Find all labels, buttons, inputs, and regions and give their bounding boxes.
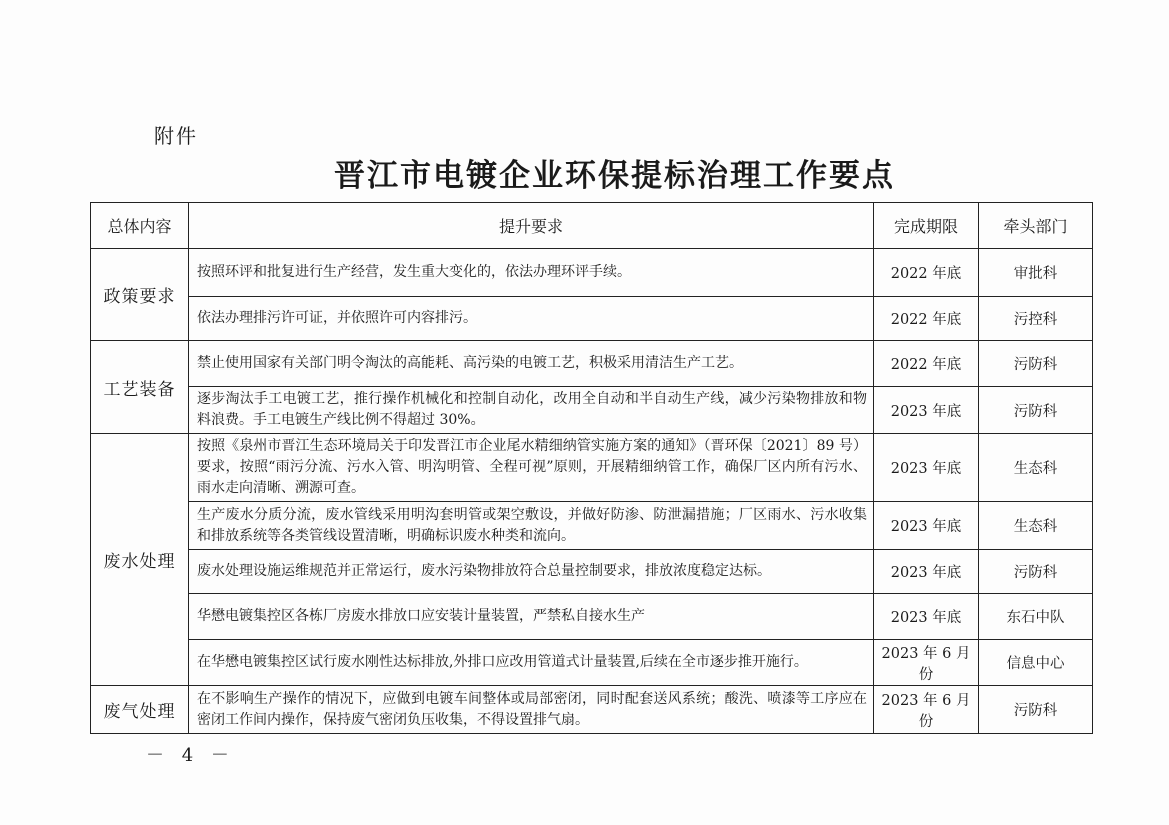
deadline-cell: 2023 年底 — [874, 594, 979, 640]
deadline-cell: 2023 年底 — [874, 387, 979, 434]
requirement-cell: 华懋电镀集控区各栋厂房废水排放口应安装计量装置，严禁私自接水生产 — [189, 594, 874, 640]
page-number: － 4 － — [146, 745, 235, 766]
table-header-row — [91, 203, 1093, 249]
requirement-cell: 在不影响生产操作的情况下，应做到电镀车间整体或局部密闭，同时配套送风系统；酸洗、喷漆等工序应在密闭工作间内操作，保持废气密闭负压收集，不得设置排气扇。 — [189, 686, 874, 734]
deadline-cell: 2023 年底 — [874, 550, 979, 594]
deadline-cell: 2022 年底 — [874, 297, 979, 341]
deadline-cell: 2022 年底 — [874, 249, 979, 297]
header-department: 牵头部门 — [979, 203, 1093, 249]
attachment-label: 附件 — [154, 124, 198, 148]
deadline-cell: 2023 年 6 月份 — [874, 640, 979, 686]
category-cell: 工艺装备 — [91, 341, 189, 434]
department-cell: 生态科 — [979, 434, 1093, 502]
table-row — [91, 387, 1093, 434]
table-row — [91, 249, 1093, 297]
table-row — [91, 297, 1093, 341]
requirement-cell: 废水处理设施运维规范并正常运行，废水污染物排放符合总量控制要求，排放浓度稳定达标。 — [189, 550, 874, 594]
document-title: 晋江市电镀企业环保提标治理工作要点 — [334, 158, 895, 194]
department-cell: 污防科 — [979, 387, 1093, 434]
table-row — [91, 686, 1093, 734]
deadline-cell: 2023 年底 — [874, 502, 979, 550]
requirement-cell: 在华懋电镀集控区试行废水刚性达标排放,外排口应改用管道式计量装置,后续在全市逐步推开施行。 — [189, 640, 874, 686]
header-requirement: 提升要求 — [189, 203, 874, 249]
deadline-cell: 2023 年 6 月份 — [874, 686, 979, 734]
department-cell: 污防科 — [979, 341, 1093, 387]
table-row — [91, 341, 1093, 387]
requirement-cell: 按照《泉州市晋江生态环境局关于印发晋江市企业尾水精细纳管实施方案的通知》（晋环保〔2021〕89 号）要求，按照“雨污分流、污水入管、明沟明管、全程可视”原则，开展精细纳管工作，确保厂区内所有污水、雨水走向清晰、溯源可查。 — [189, 434, 874, 502]
requirement-cell: 禁止使用国家有关部门明令淘汰的高能耗、高污染的电镀工艺，积极采用清洁生产工艺。 — [189, 341, 874, 387]
table-row — [91, 434, 1093, 502]
department-cell: 东石中队 — [979, 594, 1093, 640]
requirement-cell: 逐步淘汰手工电镀工艺，推行操作机械化和控制自动化，改用全自动和半自动生产线，减少污染物排放和物料浪费。手工电镀生产线比例不得超过 30%。 — [189, 387, 874, 434]
work-points-table — [90, 202, 1093, 734]
category-cell: 废气处理 — [91, 686, 189, 734]
department-cell: 生态科 — [979, 502, 1093, 550]
department-cell: 审批科 — [979, 249, 1093, 297]
table-row — [91, 640, 1093, 686]
table-row — [91, 502, 1093, 550]
deadline-cell: 2022 年底 — [874, 341, 979, 387]
department-cell: 污控科 — [979, 297, 1093, 341]
table-row — [91, 594, 1093, 640]
department-cell: 信息中心 — [979, 640, 1093, 686]
department-cell: 污防科 — [979, 686, 1093, 734]
category-cell: 政策要求 — [91, 249, 189, 341]
requirement-cell: 按照环评和批复进行生产经营，发生重大变化的，依法办理环评手续。 — [189, 249, 874, 297]
requirement-cell: 生产废水分质分流，废水管线采用明沟套明管或架空敷设，并做好防渗、防泄漏措施；厂区雨水、污水收集和排放系统等各类管线设置清晰，明确标识废水种类和流向。 — [189, 502, 874, 550]
table-row — [91, 550, 1093, 594]
category-cell: 废水处理 — [91, 434, 189, 686]
deadline-cell: 2023 年底 — [874, 434, 979, 502]
requirement-cell: 依法办理排污许可证，并依照许可内容排污。 — [189, 297, 874, 341]
header-deadline: 完成期限 — [874, 203, 979, 249]
header-category: 总体内容 — [91, 203, 189, 249]
department-cell: 污防科 — [979, 550, 1093, 594]
